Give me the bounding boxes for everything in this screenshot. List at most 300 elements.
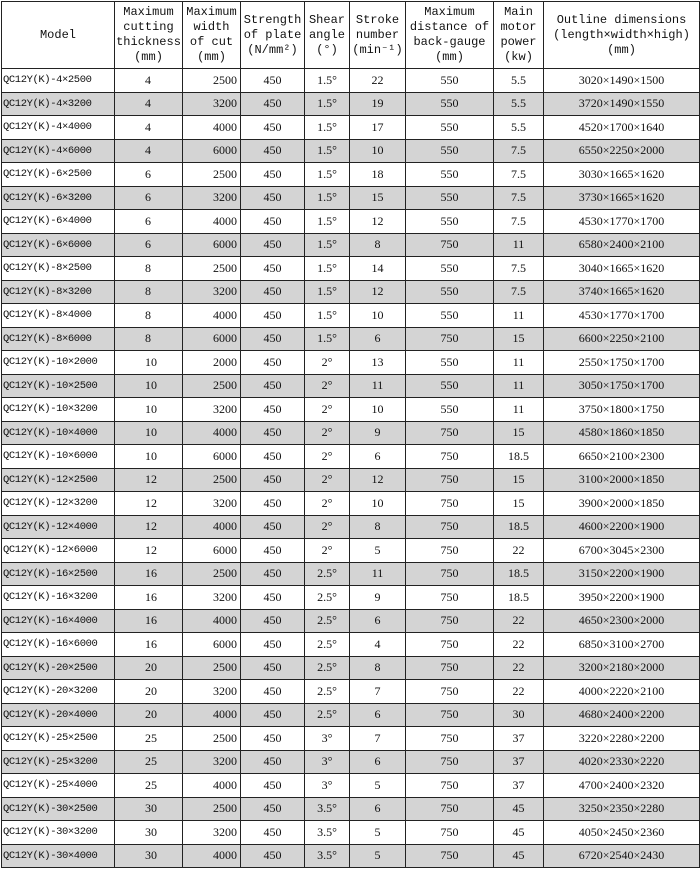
thickness-cell: 30	[115, 797, 183, 821]
shear-angle-cell: 3.5°	[305, 821, 350, 845]
strength-cell: 450	[241, 398, 305, 422]
shear-angle-cell: 2°	[305, 374, 350, 398]
strength-cell: 450	[241, 562, 305, 586]
model-cell: QC12Y(K)-8×2500	[2, 257, 115, 281]
width-cell: 3200	[183, 492, 241, 516]
thickness-cell: 4	[115, 116, 183, 140]
model-cell: QC12Y(K)-6×2500	[2, 163, 115, 187]
strength-cell: 450	[241, 515, 305, 539]
width-cell: 2500	[183, 257, 241, 281]
thickness-cell: 30	[115, 821, 183, 845]
table-row	[2, 233, 700, 257]
width-cell: 4000	[183, 304, 241, 328]
power-cell: 5.5	[494, 92, 544, 116]
power-cell: 18.5	[494, 586, 544, 610]
model-cell: QC12Y(K)-16×6000	[2, 633, 115, 657]
shear-angle-cell: 3°	[305, 750, 350, 774]
table-row	[2, 69, 700, 93]
stroke-cell: 5	[350, 821, 406, 845]
backgauge-cell: 550	[406, 116, 494, 140]
stroke-cell: 6	[350, 327, 406, 351]
shear-angle-cell: 2°	[305, 515, 350, 539]
power-cell: 7.5	[494, 186, 544, 210]
table-row	[2, 351, 700, 375]
thickness-cell: 4	[115, 139, 183, 163]
strength-cell: 450	[241, 69, 305, 93]
shear-angle-cell: 1.5°	[305, 92, 350, 116]
backgauge-cell: 750	[406, 633, 494, 657]
width-cell: 2500	[183, 69, 241, 93]
width-cell: 2500	[183, 727, 241, 751]
thickness-cell: 12	[115, 492, 183, 516]
power-cell: 30	[494, 703, 544, 727]
strength-cell: 450	[241, 703, 305, 727]
thickness-cell: 10	[115, 374, 183, 398]
power-cell: 7.5	[494, 257, 544, 281]
stroke-cell: 5	[350, 844, 406, 868]
thickness-cell: 10	[115, 421, 183, 445]
backgauge-cell: 750	[406, 421, 494, 445]
model-cell: QC12Y(K)-12×4000	[2, 515, 115, 539]
width-cell: 6000	[183, 539, 241, 563]
strength-cell: 450	[241, 586, 305, 610]
table-row	[2, 304, 700, 328]
shear-angle-cell: 2°	[305, 539, 350, 563]
table-row	[2, 374, 700, 398]
backgauge-cell: 750	[406, 797, 494, 821]
backgauge-cell: 550	[406, 69, 494, 93]
backgauge-cell: 750	[406, 562, 494, 586]
shear-angle-cell: 2.5°	[305, 633, 350, 657]
table-row	[2, 656, 700, 680]
table-row	[2, 210, 700, 234]
spec-table-body	[2, 69, 700, 868]
width-cell: 2500	[183, 656, 241, 680]
strength-cell: 450	[241, 163, 305, 187]
thickness-cell: 10	[115, 398, 183, 422]
dimensions-cell: 6700×3045×2300	[544, 539, 700, 563]
table-row	[2, 468, 700, 492]
thickness-cell: 6	[115, 233, 183, 257]
backgauge-cell: 750	[406, 233, 494, 257]
thickness-cell: 10	[115, 445, 183, 469]
thickness-cell: 20	[115, 703, 183, 727]
stroke-cell: 10	[350, 492, 406, 516]
backgauge-cell: 550	[406, 163, 494, 187]
strength-cell: 450	[241, 468, 305, 492]
dimensions-cell: 3730×1665×1620	[544, 186, 700, 210]
backgauge-cell: 750	[406, 586, 494, 610]
dimensions-cell: 4520×1700×1640	[544, 116, 700, 140]
model-cell: QC12Y(K)-8×3200	[2, 280, 115, 304]
dimensions-cell: 3050×1750×1700	[544, 374, 700, 398]
backgauge-cell: 750	[406, 821, 494, 845]
stroke-cell: 6	[350, 750, 406, 774]
stroke-cell: 12	[350, 210, 406, 234]
strength-cell: 450	[241, 233, 305, 257]
width-cell: 3200	[183, 186, 241, 210]
shear-angle-cell: 1.5°	[305, 69, 350, 93]
shear-angle-cell: 3.5°	[305, 844, 350, 868]
shear-angle-cell: 2.5°	[305, 680, 350, 704]
strength-cell: 450	[241, 680, 305, 704]
stroke-cell: 6	[350, 445, 406, 469]
width-cell: 3200	[183, 750, 241, 774]
strength-cell: 450	[241, 351, 305, 375]
backgauge-cell: 750	[406, 468, 494, 492]
width-cell: 3200	[183, 586, 241, 610]
thickness-cell: 10	[115, 351, 183, 375]
power-cell: 15	[494, 421, 544, 445]
width-cell: 6000	[183, 139, 241, 163]
dimensions-cell: 4680×2400×2200	[544, 703, 700, 727]
power-cell: 37	[494, 727, 544, 751]
backgauge-cell: 750	[406, 609, 494, 633]
dimensions-cell: 3750×1800×1750	[544, 398, 700, 422]
width-cell: 4000	[183, 774, 241, 798]
width-cell: 4000	[183, 703, 241, 727]
backgauge-cell: 750	[406, 656, 494, 680]
table-row	[2, 562, 700, 586]
table-row	[2, 515, 700, 539]
strength-cell: 450	[241, 445, 305, 469]
backgauge-cell: 750	[406, 703, 494, 727]
thickness-cell: 8	[115, 257, 183, 281]
width-cell: 3200	[183, 821, 241, 845]
width-cell: 6000	[183, 327, 241, 351]
dimensions-cell: 4530×1770×1700	[544, 210, 700, 234]
dimensions-cell: 3040×1665×1620	[544, 257, 700, 281]
thickness-cell: 25	[115, 750, 183, 774]
stroke-cell: 7	[350, 680, 406, 704]
stroke-cell: 5	[350, 539, 406, 563]
strength-cell: 450	[241, 139, 305, 163]
thickness-cell: 16	[115, 586, 183, 610]
stroke-cell: 17	[350, 116, 406, 140]
shear-angle-cell: 2°	[305, 468, 350, 492]
thickness-cell: 16	[115, 633, 183, 657]
dimensions-cell: 6600×2250×2100	[544, 327, 700, 351]
table-row	[2, 421, 700, 445]
strength-cell: 450	[241, 656, 305, 680]
dimensions-cell: 4000×2220×2100	[544, 680, 700, 704]
stroke-cell: 9	[350, 421, 406, 445]
dimensions-cell: 3950×2200×1900	[544, 586, 700, 610]
power-cell: 7.5	[494, 210, 544, 234]
power-cell: 37	[494, 750, 544, 774]
shear-angle-cell: 2.5°	[305, 656, 350, 680]
table-row	[2, 139, 700, 163]
table-row	[2, 797, 700, 821]
shear-angle-cell: 3°	[305, 727, 350, 751]
shear-angle-cell: 2°	[305, 398, 350, 422]
strength-cell: 450	[241, 257, 305, 281]
backgauge-cell: 750	[406, 445, 494, 469]
power-cell: 45	[494, 821, 544, 845]
power-cell: 11	[494, 304, 544, 328]
dimensions-cell: 3150×2200×1900	[544, 562, 700, 586]
shear-angle-cell: 3.5°	[305, 797, 350, 821]
dimensions-cell: 3100×2000×1850	[544, 468, 700, 492]
table-row	[2, 398, 700, 422]
dimensions-cell: 6850×3100×2700	[544, 633, 700, 657]
stroke-cell: 13	[350, 351, 406, 375]
power-cell: 7.5	[494, 139, 544, 163]
model-cell: QC12Y(K)-4×2500	[2, 69, 115, 93]
dimensions-cell: 3220×2280×2200	[544, 727, 700, 751]
width-cell: 4000	[183, 844, 241, 868]
model-cell: QC12Y(K)-10×2000	[2, 351, 115, 375]
table-row	[2, 680, 700, 704]
table-row	[2, 609, 700, 633]
power-cell: 22	[494, 656, 544, 680]
model-cell: QC12Y(K)-12×2500	[2, 468, 115, 492]
model-cell: QC12Y(K)-25×4000	[2, 774, 115, 798]
shear-angle-cell: 2.5°	[305, 609, 350, 633]
dimensions-cell: 4020×2330×2220	[544, 750, 700, 774]
width-cell: 3200	[183, 680, 241, 704]
table-row	[2, 774, 700, 798]
width-cell: 2500	[183, 797, 241, 821]
width-cell: 3200	[183, 92, 241, 116]
backgauge-cell: 750	[406, 539, 494, 563]
strength-cell: 450	[241, 727, 305, 751]
model-cell: QC12Y(K)-4×4000	[2, 116, 115, 140]
header-main-motor-power: Main motor power (kw)	[494, 2, 544, 69]
header-max-cutting-thickness: Maximum cutting thickness (mm)	[115, 2, 183, 69]
stroke-cell: 10	[350, 304, 406, 328]
thickness-cell: 25	[115, 774, 183, 798]
model-cell: QC12Y(K)-10×6000	[2, 445, 115, 469]
strength-cell: 450	[241, 304, 305, 328]
table-row	[2, 844, 700, 868]
header-stroke-number: Stroke number (min⁻¹)	[350, 2, 406, 69]
dimensions-cell: 3200×2180×2000	[544, 656, 700, 680]
shear-angle-cell: 2°	[305, 445, 350, 469]
model-cell: QC12Y(K)-20×3200	[2, 680, 115, 704]
shear-angle-cell: 1.5°	[305, 233, 350, 257]
stroke-cell: 10	[350, 139, 406, 163]
strength-cell: 450	[241, 633, 305, 657]
shear-angle-cell: 2.5°	[305, 562, 350, 586]
model-cell: QC12Y(K)-25×2500	[2, 727, 115, 751]
strength-cell: 450	[241, 539, 305, 563]
header-max-backgauge-distance: Maximum distance of back-gauge (mm)	[406, 2, 494, 69]
header-model: Model	[2, 2, 115, 69]
backgauge-cell: 750	[406, 327, 494, 351]
dimensions-cell: 4600×2200×1900	[544, 515, 700, 539]
header-shear-angle: Shear angle (°)	[305, 2, 350, 69]
shear-angle-cell: 3°	[305, 774, 350, 798]
power-cell: 7.5	[494, 280, 544, 304]
model-cell: QC12Y(K)-12×6000	[2, 539, 115, 563]
dimensions-cell: 4580×1860×1850	[544, 421, 700, 445]
stroke-cell: 6	[350, 609, 406, 633]
width-cell: 4000	[183, 210, 241, 234]
strength-cell: 450	[241, 750, 305, 774]
width-cell: 2500	[183, 562, 241, 586]
thickness-cell: 4	[115, 69, 183, 93]
power-cell: 15	[494, 468, 544, 492]
table-row	[2, 703, 700, 727]
spec-table	[1, 1, 700, 868]
power-cell: 45	[494, 797, 544, 821]
backgauge-cell: 750	[406, 492, 494, 516]
table-row	[2, 186, 700, 210]
shear-angle-cell: 1.5°	[305, 163, 350, 187]
model-cell: QC12Y(K)-6×4000	[2, 210, 115, 234]
backgauge-cell: 750	[406, 680, 494, 704]
power-cell: 15	[494, 492, 544, 516]
backgauge-cell: 550	[406, 351, 494, 375]
backgauge-cell: 750	[406, 774, 494, 798]
stroke-cell: 19	[350, 92, 406, 116]
stroke-cell: 14	[350, 257, 406, 281]
table-row	[2, 633, 700, 657]
power-cell: 22	[494, 539, 544, 563]
table-row	[2, 116, 700, 140]
stroke-cell: 22	[350, 69, 406, 93]
backgauge-cell: 550	[406, 304, 494, 328]
model-cell: QC12Y(K)-10×3200	[2, 398, 115, 422]
backgauge-cell: 550	[406, 210, 494, 234]
model-cell: QC12Y(K)-6×3200	[2, 186, 115, 210]
dimensions-cell: 3740×1665×1620	[544, 280, 700, 304]
power-cell: 45	[494, 844, 544, 868]
width-cell: 3200	[183, 280, 241, 304]
dimensions-cell: 3020×1490×1500	[544, 69, 700, 93]
shear-angle-cell: 2°	[305, 351, 350, 375]
shear-angle-cell: 2.5°	[305, 586, 350, 610]
stroke-cell: 12	[350, 280, 406, 304]
power-cell: 37	[494, 774, 544, 798]
dimensions-cell: 6650×2100×2300	[544, 445, 700, 469]
stroke-cell: 9	[350, 586, 406, 610]
thickness-cell: 4	[115, 92, 183, 116]
dimensions-cell: 3900×2000×1850	[544, 492, 700, 516]
backgauge-cell: 750	[406, 515, 494, 539]
header-max-width-of-cut: Maximum width of cut (mm)	[183, 2, 241, 69]
power-cell: 18.5	[494, 445, 544, 469]
thickness-cell: 20	[115, 680, 183, 704]
strength-cell: 450	[241, 374, 305, 398]
width-cell: 3200	[183, 398, 241, 422]
shear-angle-cell: 2°	[305, 492, 350, 516]
thickness-cell: 30	[115, 844, 183, 868]
dimensions-cell: 3720×1490×1550	[544, 92, 700, 116]
thickness-cell: 8	[115, 280, 183, 304]
strength-cell: 450	[241, 609, 305, 633]
table-row	[2, 257, 700, 281]
table-row	[2, 586, 700, 610]
shear-angle-cell: 1.5°	[305, 280, 350, 304]
table-row	[2, 492, 700, 516]
model-cell: QC12Y(K)-16×3200	[2, 586, 115, 610]
stroke-cell: 4	[350, 633, 406, 657]
strength-cell: 450	[241, 492, 305, 516]
thickness-cell: 6	[115, 186, 183, 210]
backgauge-cell: 550	[406, 374, 494, 398]
model-cell: QC12Y(K)-30×3200	[2, 821, 115, 845]
backgauge-cell: 550	[406, 257, 494, 281]
table-row	[2, 750, 700, 774]
stroke-cell: 11	[350, 374, 406, 398]
thickness-cell: 8	[115, 327, 183, 351]
dimensions-cell: 6720×2540×2430	[544, 844, 700, 868]
power-cell: 11	[494, 351, 544, 375]
thickness-cell: 20	[115, 656, 183, 680]
thickness-cell: 12	[115, 539, 183, 563]
stroke-cell: 10	[350, 398, 406, 422]
width-cell: 2500	[183, 163, 241, 187]
shear-angle-cell: 1.5°	[305, 186, 350, 210]
model-cell: QC12Y(K)-8×6000	[2, 327, 115, 351]
backgauge-cell: 550	[406, 139, 494, 163]
table-row	[2, 327, 700, 351]
shear-angle-cell: 2.5°	[305, 703, 350, 727]
power-cell: 18.5	[494, 562, 544, 586]
strength-cell: 450	[241, 797, 305, 821]
strength-cell: 450	[241, 844, 305, 868]
backgauge-cell: 750	[406, 750, 494, 774]
strength-cell: 450	[241, 186, 305, 210]
thickness-cell: 12	[115, 515, 183, 539]
power-cell: 22	[494, 633, 544, 657]
stroke-cell: 15	[350, 186, 406, 210]
thickness-cell: 8	[115, 304, 183, 328]
strength-cell: 450	[241, 280, 305, 304]
power-cell: 11	[494, 233, 544, 257]
width-cell: 2000	[183, 351, 241, 375]
backgauge-cell: 550	[406, 186, 494, 210]
dimensions-cell: 2550×1750×1700	[544, 351, 700, 375]
strength-cell: 450	[241, 774, 305, 798]
dimensions-cell: 4530×1770×1700	[544, 304, 700, 328]
model-cell: QC12Y(K)-10×4000	[2, 421, 115, 445]
dimensions-cell: 3250×2350×2280	[544, 797, 700, 821]
width-cell: 4000	[183, 116, 241, 140]
backgauge-cell: 550	[406, 280, 494, 304]
power-cell: 7.5	[494, 163, 544, 187]
stroke-cell: 6	[350, 797, 406, 821]
thickness-cell: 12	[115, 468, 183, 492]
thickness-cell: 25	[115, 727, 183, 751]
thickness-cell: 6	[115, 163, 183, 187]
shear-angle-cell: 1.5°	[305, 116, 350, 140]
power-cell: 22	[494, 609, 544, 633]
backgauge-cell: 550	[406, 92, 494, 116]
backgauge-cell: 750	[406, 844, 494, 868]
table-row	[2, 821, 700, 845]
thickness-cell: 16	[115, 609, 183, 633]
width-cell: 4000	[183, 609, 241, 633]
strength-cell: 450	[241, 421, 305, 445]
stroke-cell: 7	[350, 727, 406, 751]
dimensions-cell: 4050×2450×2360	[544, 821, 700, 845]
model-cell: QC12Y(K)-25×3200	[2, 750, 115, 774]
backgauge-cell: 750	[406, 727, 494, 751]
shear-angle-cell: 1.5°	[305, 139, 350, 163]
stroke-cell: 12	[350, 468, 406, 492]
header-outline-dimensions: Outline dimensions (length×width×high) (mm)	[544, 2, 700, 69]
power-cell: 18.5	[494, 515, 544, 539]
table-row	[2, 445, 700, 469]
model-cell: QC12Y(K)-4×3200	[2, 92, 115, 116]
dimensions-cell: 3030×1665×1620	[544, 163, 700, 187]
strength-cell: 450	[241, 821, 305, 845]
model-cell: QC12Y(K)-4×6000	[2, 139, 115, 163]
header-row	[2, 2, 700, 69]
